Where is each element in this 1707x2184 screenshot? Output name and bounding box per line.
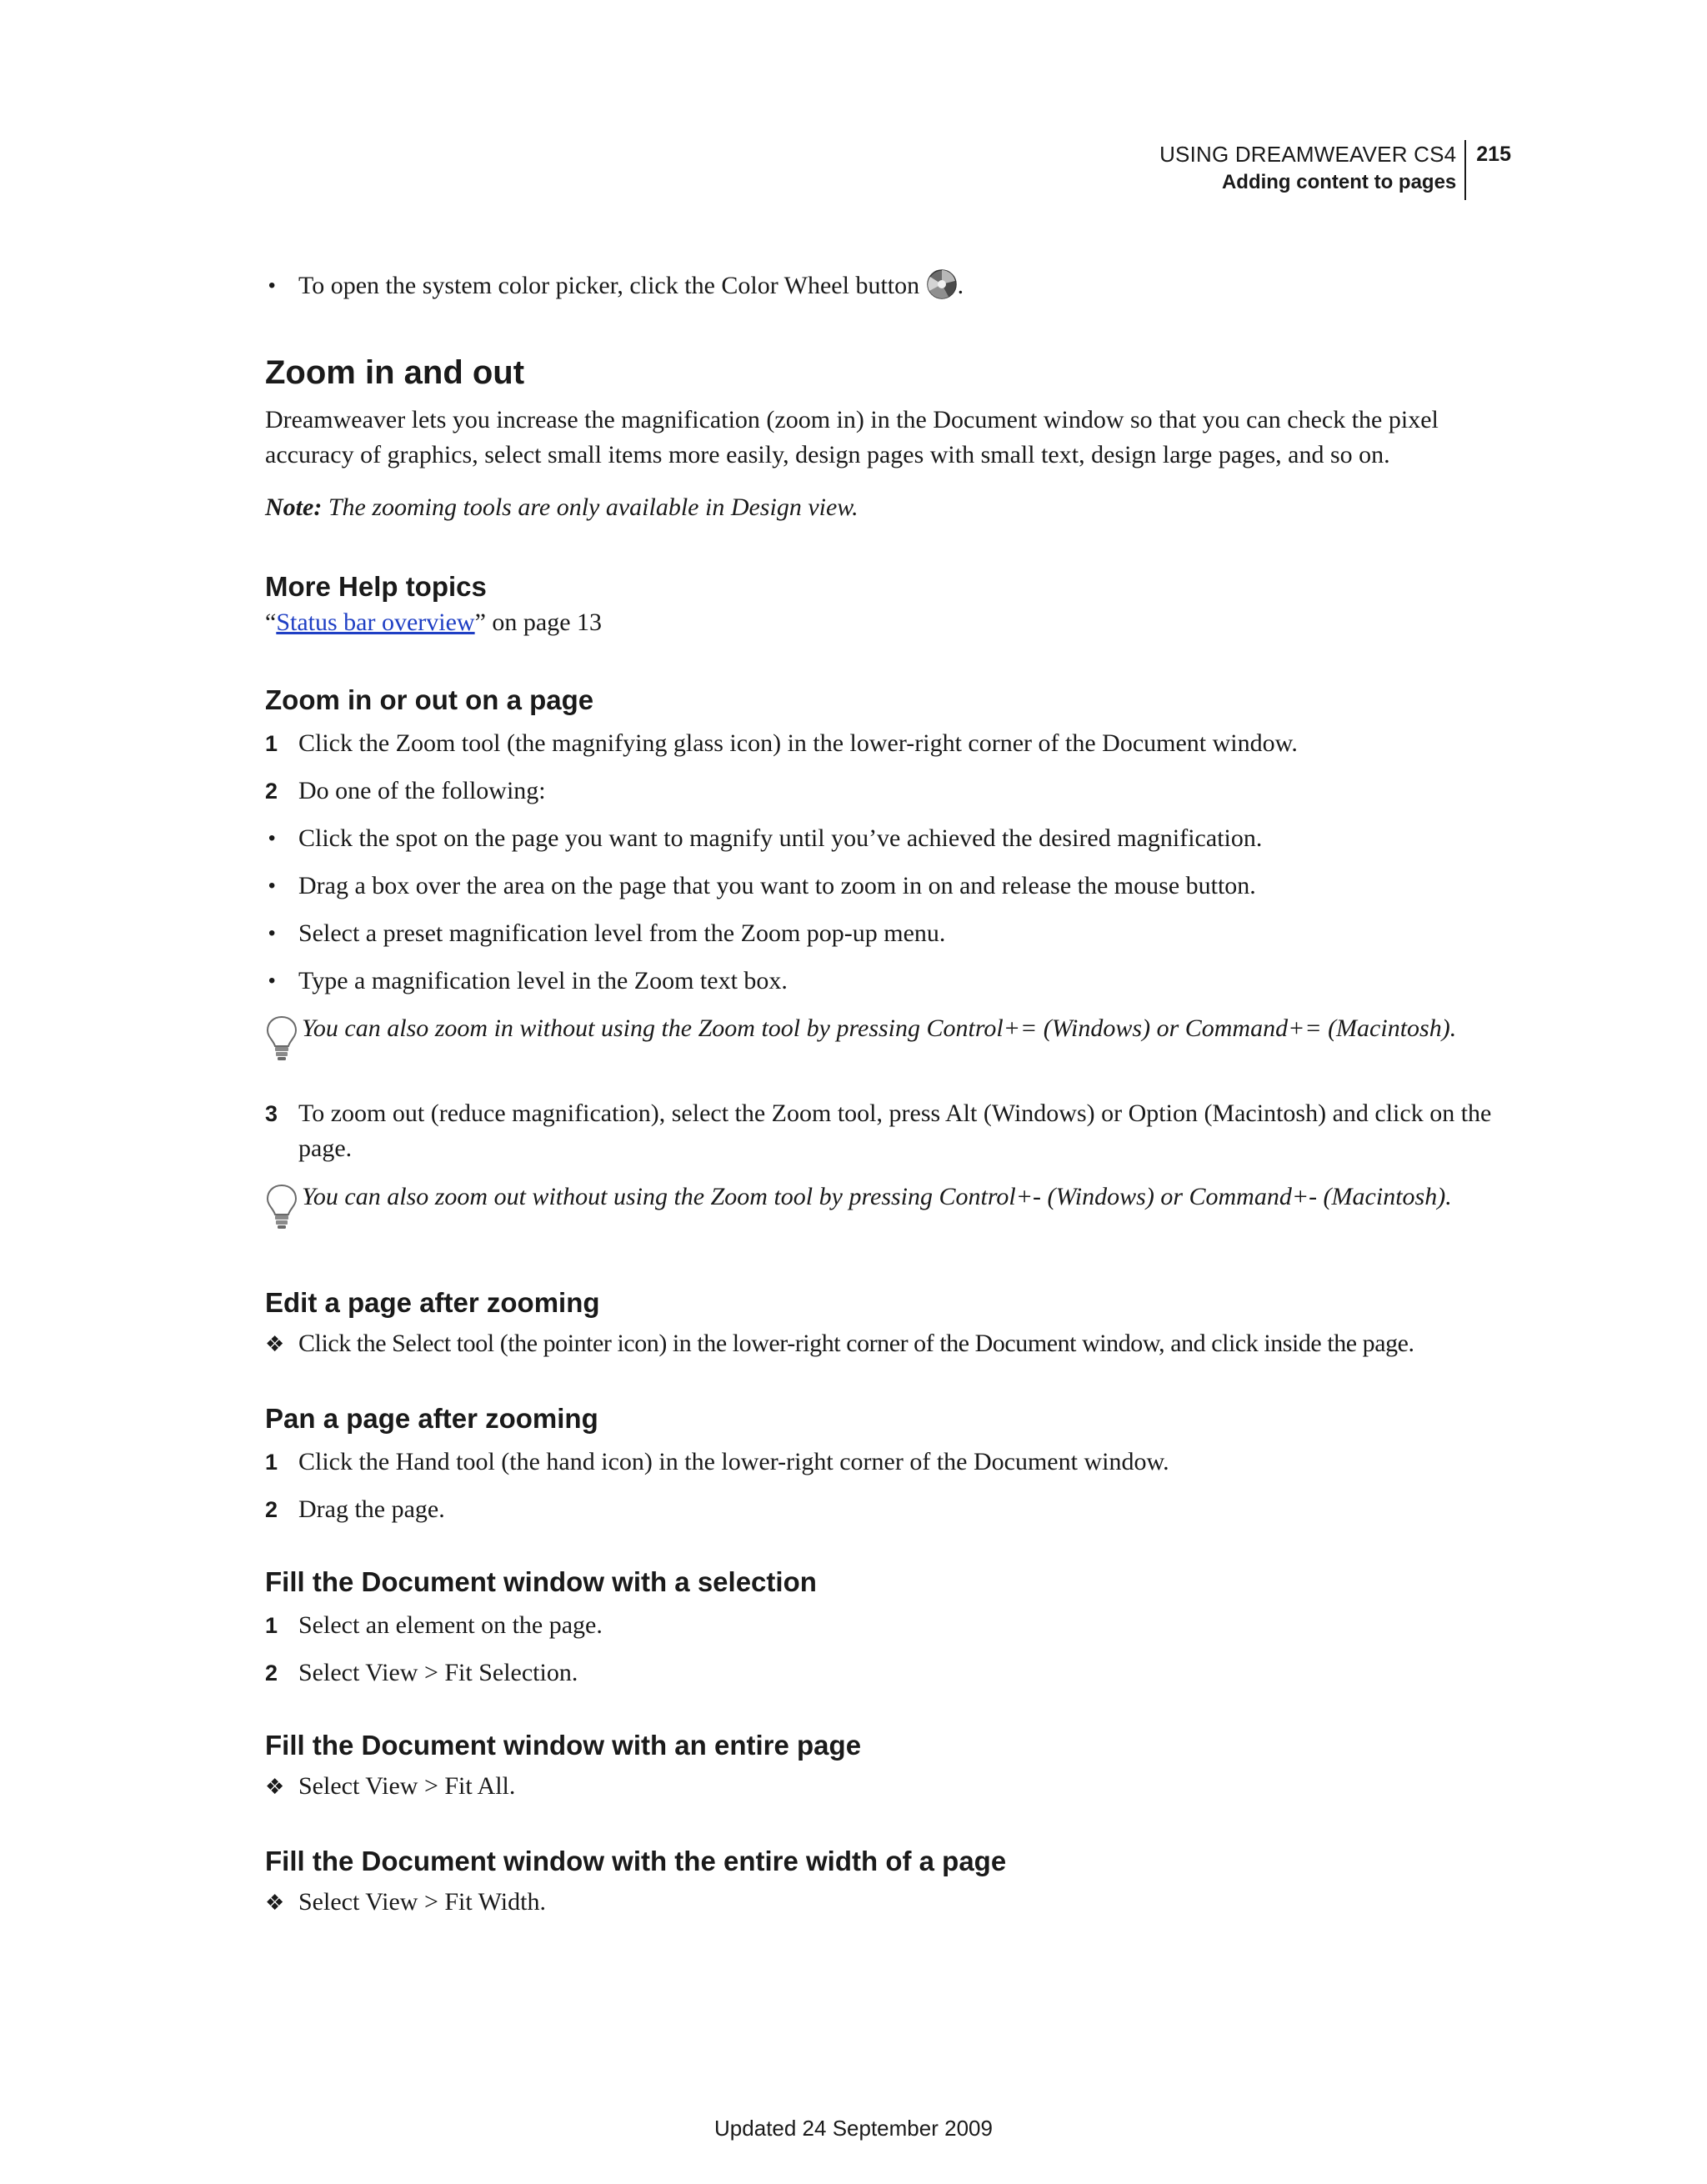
step-number: 1: [265, 1613, 278, 1638]
list-item: [265, 869, 1515, 904]
step-text: Click the Hand tool (the hand icon) in the lower-right corner of the Document window.: [298, 1448, 1169, 1475]
edit-page-title: Edit a page after zooming: [265, 1287, 600, 1318]
tip-text: You can also zoom in without using the Zoom tool by pressing Control+= (Windows) or Command+= (Macintosh).: [302, 1014, 1457, 1042]
fill-selection-block: [265, 1564, 1515, 1600]
zoom-page-title: Zoom in or out on a page: [265, 684, 594, 715]
fill-page-text: Select View > Fit All.: [298, 1772, 516, 1800]
zoom-bullet-3: [265, 916, 1515, 951]
section-title: Zoom in and out: [265, 354, 525, 391]
diamond-bullet-icon: ❖: [265, 1774, 285, 1799]
fill-selection-step-2: [265, 1656, 1515, 1691]
page-footer: Updated 24 September 2009: [714, 2116, 993, 2141]
list-item: [265, 916, 1515, 951]
zoom-section: [265, 352, 1515, 393]
bullet-marker: •: [268, 827, 276, 849]
fill-selection-title: Fill the Document window with a selection: [265, 1566, 817, 1597]
step-number: 2: [265, 1661, 278, 1686]
zoom-bullet-4: [265, 964, 1515, 999]
list-item: [265, 1885, 1515, 1920]
section-description: Dreamweaver lets you increase the magnification (zoom in) in the Document window so that you can check the pixel accuracy of graphics, select small items more easily, design pages with small text, design large pages, and so on.: [265, 406, 1439, 468]
zoom-page-block: [265, 682, 1515, 719]
step-number: 1: [265, 731, 278, 756]
tip-2-block: [265, 1180, 1515, 1215]
list-item: [265, 821, 1515, 856]
note: [265, 490, 1515, 525]
list-item: [265, 964, 1515, 999]
book-title: USING DREAMWEAVER CS4: [1159, 142, 1457, 167]
list-item-text: Type a magnification level in the Zoom text box.: [298, 967, 788, 994]
step-item: [265, 1656, 1515, 1691]
step-item: [265, 774, 1515, 809]
intro-block: [265, 268, 1515, 303]
diamond-bullet-icon: ❖: [265, 1331, 284, 1356]
fill-width-block: [265, 1843, 1515, 1920]
tip-1-block: [265, 1011, 1515, 1046]
step-number: 1: [265, 1450, 278, 1475]
running-header: [1159, 140, 1511, 200]
fill-width-title: Fill the Document window with the entire width of a page: [265, 1846, 1007, 1876]
step-item: [265, 1608, 1515, 1643]
step-text: Select View > Fit Selection.: [298, 1659, 578, 1686]
open-quote: “: [265, 609, 277, 636]
bullet-marker: •: [268, 922, 276, 944]
pan-step-2: [265, 1492, 1515, 1527]
zoom-bullet-2: [265, 869, 1515, 904]
zoom-page-step-3: [265, 1096, 1515, 1166]
step-item: [265, 726, 1515, 761]
tip-zoom-out: [265, 1180, 1515, 1215]
fill-page-block: [265, 1727, 1515, 1804]
color-wheel-icon: [926, 268, 958, 300]
fill-selection-step-1: [265, 1608, 1515, 1643]
intro-bullet-suffix: .: [957, 272, 964, 299]
zoom-bullet-1: [265, 821, 1515, 856]
list-item-text: Select a preset magnification level from the Zoom pop-up menu.: [298, 919, 946, 947]
list-item: [265, 1769, 1515, 1804]
step-item: [265, 1492, 1515, 1527]
step-number: 2: [265, 779, 278, 804]
pan-page-title: Pan a page after zooming: [265, 1403, 598, 1434]
bullet-marker: •: [268, 969, 276, 992]
section-description-block: [265, 403, 1515, 473]
step-text: Select an element on the page.: [298, 1611, 603, 1639]
more-help-title: More Help topics: [265, 571, 487, 602]
zoom-page-step-1: [265, 726, 1515, 761]
intro-bullet: [265, 268, 1515, 303]
step-text: Click the Zoom tool (the magnifying glass icon) in the lower-right corner of the Document window.: [298, 729, 1298, 757]
link-suffix: ” on page 13: [474, 609, 603, 636]
edit-page-block: [265, 1285, 1515, 1361]
tip-text: You can also zoom out without using the Zoom tool by pressing Control+- (Windows) or Command+- (Macintosh).: [302, 1183, 1452, 1210]
more-help-block: [265, 569, 1515, 640]
note-text: The zooming tools are only available in Design view.: [328, 493, 859, 521]
step-text: To zoom out (reduce magnification), select the Zoom tool, press Alt (Windows) or Option (Macintosh) and click on the page.: [298, 1100, 1492, 1162]
zoom-page-step-2: [265, 774, 1515, 809]
lightbulb-icon: [265, 1014, 298, 1063]
step-text: Drag the page.: [298, 1495, 445, 1523]
header-titles: [1159, 140, 1466, 200]
note-block: [265, 490, 1515, 525]
fill-width-text: Select View > Fit Width.: [298, 1888, 546, 1916]
step-number: 3: [265, 1101, 278, 1126]
step-number: 2: [265, 1497, 278, 1522]
edit-page-text: Click the Select tool (the pointer icon) in the lower-right corner of the Document window, and click inside the page.: [298, 1330, 1414, 1357]
tip-zoom-in: [265, 1011, 1515, 1046]
bullet-marker: •: [268, 874, 276, 897]
pan-step-1: [265, 1445, 1515, 1480]
lightbulb-icon: [265, 1183, 298, 1231]
page-number: 215: [1476, 143, 1511, 166]
step-item: [265, 1445, 1515, 1480]
chapter-title: Adding content to pages: [1221, 171, 1457, 193]
list-item-text: Drag a box over the area on the page that you want to zoom in on and release the mouse button.: [298, 872, 1256, 899]
list-item: [265, 1326, 1515, 1361]
intro-bullet-text: To open the system color picker, click the Color Wheel button: [298, 272, 920, 299]
list-item-text: Click the spot on the page you want to magnify until you’ve achieved the desired magnification.: [298, 824, 1263, 852]
fill-page-title: Fill the Document window with an entire page: [265, 1730, 862, 1761]
note-label: Note:: [265, 493, 323, 521]
step-text: Do one of the following:: [298, 777, 546, 804]
more-help-link-line: [265, 605, 1515, 640]
bullet-marker: •: [268, 274, 276, 297]
diamond-bullet-icon: ❖: [265, 1890, 285, 1915]
pan-page-block: [265, 1400, 1515, 1437]
step-item: [265, 1096, 1515, 1166]
status-bar-overview-link[interactable]: Status bar overview: [276, 609, 475, 636]
